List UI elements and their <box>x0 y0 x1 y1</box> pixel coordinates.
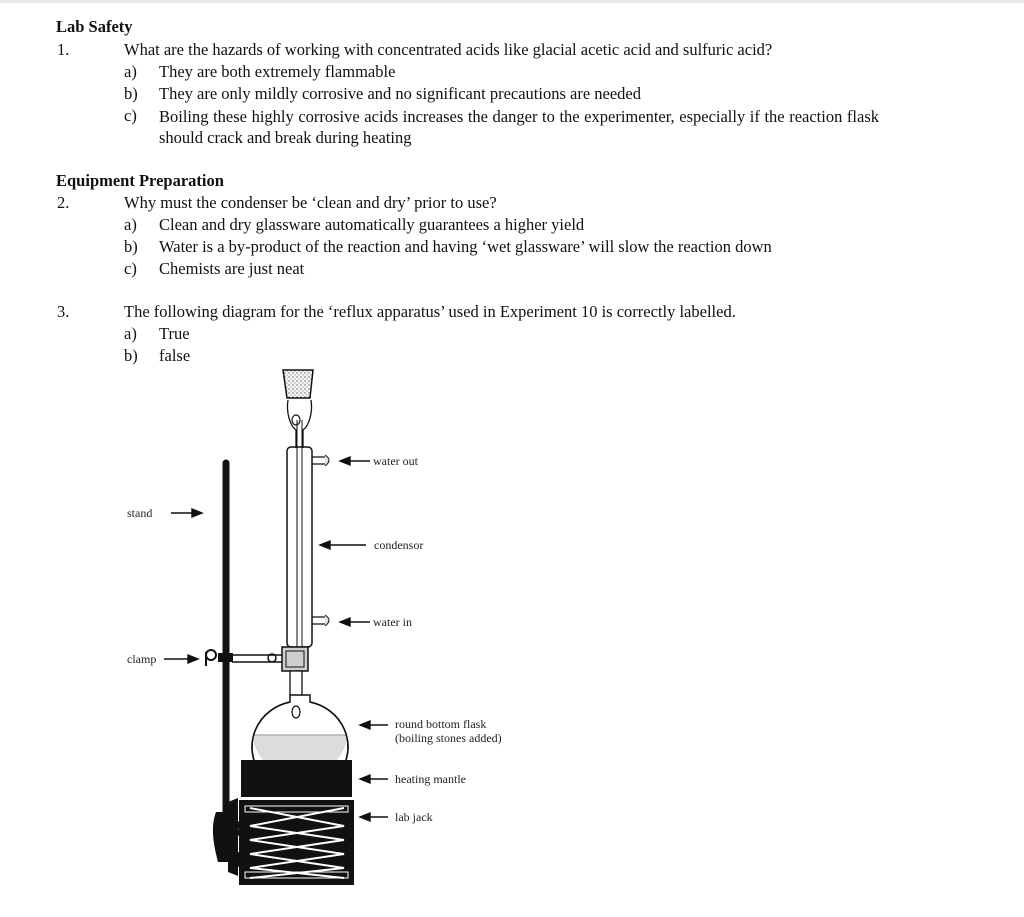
q2-option-c-letter: c) <box>124 259 137 278</box>
label-flask-line2: (boiling stones added) <box>395 731 502 745</box>
q2-option-b-letter: b) <box>124 237 138 256</box>
q2-option-c-text: Chemists are just neat <box>159 259 305 278</box>
label-lab-jack: lab jack <box>395 810 433 824</box>
label-clamp: clamp <box>127 652 157 666</box>
label-condenser: condensor <box>374 538 424 552</box>
question-3-text: The following diagram for the ‘reflux apparatus’ used in Experiment 10 is correctly labelled. <box>124 302 736 321</box>
q3-option-b-text: false <box>159 346 191 365</box>
lab-jack <box>239 800 354 885</box>
condenser <box>287 400 329 655</box>
question-3-number: 3. <box>57 302 70 321</box>
question-2-text: Why must the condenser be ‘clean and dry’ prior to use? <box>124 193 497 212</box>
q3-option-a-letter: a) <box>124 324 137 343</box>
q1-option-c-text: Boiling these highly corrosive acids increases the danger to the experimenter, especially if the reaction flask should crack and break during heating <box>159 107 879 147</box>
label-stand: stand <box>127 506 153 520</box>
q2-option-a-letter: a) <box>124 215 137 234</box>
q1-option-b-text: They are only mildly corrosive and no significant precautions are needed <box>159 84 641 103</box>
label-heating-mantle: heating mantle <box>395 772 466 786</box>
section-heading-lab-safety: Lab Safety <box>56 17 133 36</box>
q3-option-b-letter: b) <box>124 346 138 365</box>
q1-option-a-text: They are both extremely flammable <box>159 62 396 81</box>
label-water-in: water in <box>373 615 412 629</box>
drying-tube-top <box>283 370 313 398</box>
q1-option-a-letter: a) <box>124 62 137 81</box>
question-2-number: 2. <box>57 193 70 212</box>
section-heading-equipment-preparation: Equipment Preparation <box>56 171 224 190</box>
label-flask-line1: round bottom flask <box>395 717 487 731</box>
label-water-out: water out <box>373 454 418 468</box>
question-1-number: 1. <box>57 40 70 59</box>
question-1-text: What are the hazards of working with concentrated acids like glacial acetic acid and sulfuric acid? <box>124 40 773 59</box>
q2-option-a-text: Clean and dry glassware automatically guarantees a higher yield <box>159 215 585 234</box>
q1-option-b-letter: b) <box>124 84 138 103</box>
q2-option-b-text: Water is a by-product of the reaction and having ‘wet glassware’ will slow the reaction down <box>159 237 772 256</box>
q3-option-a-text: True <box>159 324 190 343</box>
q1-option-c-letter: c) <box>124 106 137 125</box>
heating-mantle <box>241 760 352 797</box>
clamp <box>206 647 308 697</box>
